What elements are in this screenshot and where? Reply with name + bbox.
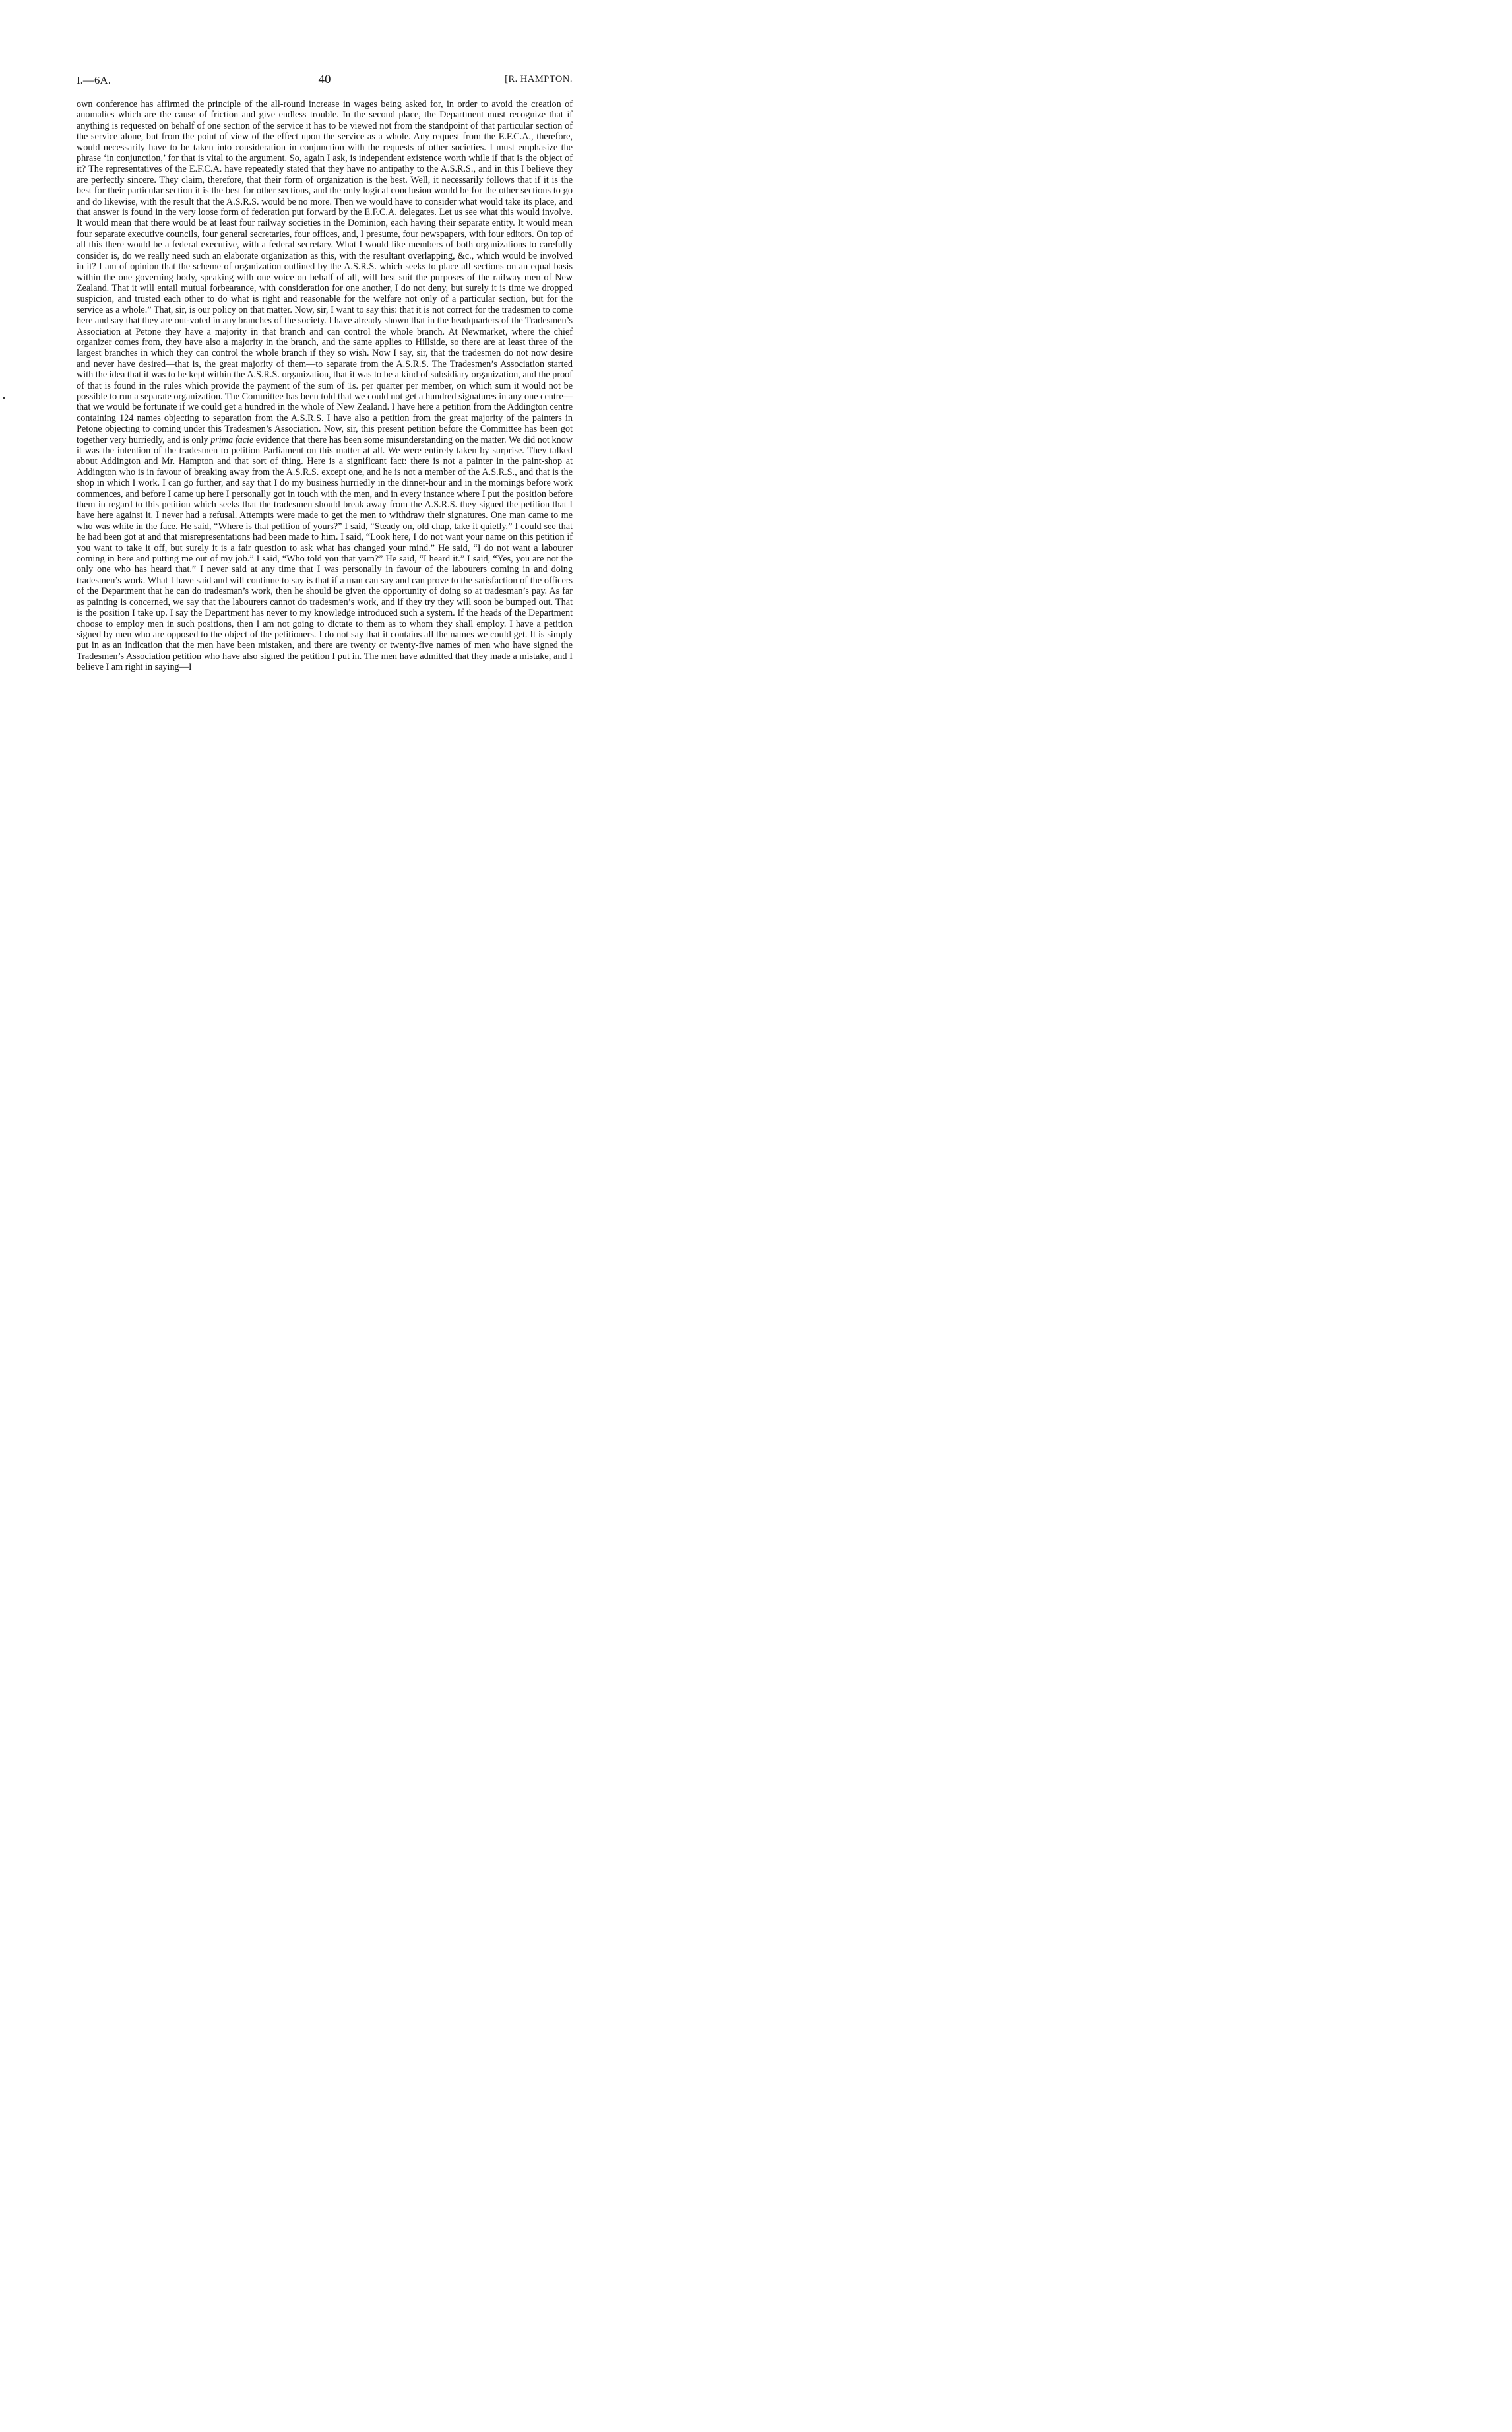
margin-mark: ▪	[3, 393, 6, 402]
italic-phrase: prima facie	[210, 434, 254, 445]
paragraph	[77, 99, 573, 673]
body-text	[77, 99, 573, 673]
page-header	[77, 74, 573, 88]
speaker-name: [R. HAMPTON.	[505, 74, 573, 84]
margin-mark: –	[625, 501, 629, 511]
text-run: own conference has affirmed the principle of the all-round increase in wages being asked for, in order to avoid the creation of anomalies which are the cause of friction and give endless trouble. In the second place, the Department must recognize that if anything is requested on behalf of one section of the service it has to be viewed not from the standpoint of that particular section of the service alone, but from the point of view of the effect upon the service as a whole. Any request from the E.F.C.A., therefore, would necessarily have to be taken into consideration in conjunction with the requests of other societies. I must emphasize the phrase ‘in conjunction,’ for that is vital to the argument. So, again I ask, is independent existence worth while if that is the object of it? The representatives of the E.F.C.A. have repeatedly stated that they have no antipathy to the A.S.R.S., and in this I believe they are perfectly sincere. They claim, therefore, that their form of organization is the best. Well, it necessarily follows that if it is the best for their particular section it is the best for other sections, and the only logical conclusion would be for the other sections to go and do likewise, with the result that the A.S.R.S. would be no more. Then we would have to consider what would take its place, and that answer is found in the very loose form of federation put forward by the E.F.C.A. delegates. Let us see what this would involve. It would mean that there would be at least four railway societies in the Dominion, each having their separate entity. It would mean four separate executive councils, four general secretaries, four offices, and, I presume, four newspapers, with four editors. On top of all this there would be a federal executive, with a federal secretary. What I would like members of both organizations to carefully consider is, do we really need such an elaborate organization as this, with the resultant overlapping, &c., which would be involved in it? I am of opinion that the scheme of organization outlined by the A.S.R.S. which seeks to place all sections on an equal basis within the one governing body, speaking with one voice on behalf of all, will best suit the purposes of the railway men of New Zealand. That it will entail mutual forbearance, with consideration for one another, I do not deny, but surely it is time we dropped suspicion, and trusted each other to do what is right and reasonable for the welfare not only of a particular section, but for the service as a whole.” That, sir, is our policy on that matter. Now, sir, I want to say this: that it is not correct for the tradesmen to come here and say that they are out-voted in any branches of the society. I have already shown that in the headquarters of the Tradesmen’s Association at Petone they have a majority in that branch and can control the whole branch. At Newmarket, where the chief organizer comes from, they have also a majority in the branch, and the same applies to Hillside, so there are at least three of the largest branches in which they can control the whole branch if they so wish. Now I say, sir, that the tradesmen do not now desire and never have desired—that is, the great majority of them—to separate from the A.S.R.S. The Tradesmen’s Association started with the idea that it was to be kept within the A.S.R.S. organization, that it was to be a kind of subsidiary organization, and the proof of that is found in the rules which provide the payment of the sum of 1s. per quarter per member, on which sum it would not be possible to run a separate organization. The Committee has been told that we could not get a hundred signatures in any one centre—that we would be fortunate if we could get a hundred in the whole of New Zealand. I have here a petition from the Addington centre containing 124 names objecting to separation from the A.S.R.S. I have also a petition from the great majority of the painters in Petone objecting to coming under this Tradesmen’s Association. Now, sir, this present petition before the Committee has been got together very hurriedly, and is only	[77, 99, 573, 445]
document-page	[0, 0, 644, 1035]
paper-reference: I.—6A.	[77, 74, 111, 86]
text-run: evidence that there has been some misunderstanding on the matter. We did not know it was the intention of the tradesmen to petition Parliament on this matter at all. We were entirely taken by surprise. They talked about Addington and Mr. Hampton and that sort of thing. Here is a significant fact: there is not a painter in the paint-shop at Addington who is in favour of breaking away from the A.S.R.S. except one, and he is not a member of the A.S.R.S., and that is the shop in which I work. I can go further, and say that I do my business hurriedly in the dinner-hour and in the mornings before work commences, and before I came up here I personally got in touch with the men, and in every instance where I put the position before them in regard to this petition which seeks that the tradesmen should break away from the A.S.R.S. they signed the petition that I have here against it. I never had a refusal. Attempts were made to get the men to withdraw their signatures. One man came to me who was white in the face. He said, “Where is that petition of yours?” I said, “Steady on, old chap, take it quietly.” I could see that he had been got at and that misrepresentations had been made to him. I said, “Look here, I do not want your name on this petition if you want to take it off, but surely it is a fair question to ask what has changed your mind.” He said, “I do not want a labourer coming in here and putting me out of my job.” I said, “Who told you that yarn?” He said, “I heard it.” I said, “Yes, you are not the only one who has heard that.” I never said at any time that I was personally in favour of the labourers coming in and doing tradesmen’s work. What I have said and will continue to say is that if a man can say and can prove to the satisfaction of the officers of the Department that he can do tradesman’s work, then he should be given the opportunity of doing so at tradesman’s pay. As far as painting is concerned, we say that the labourers cannot do tradesmen’s work, and if they try they will soon be bumped out. That is the position I take up. I say the Department has never to my knowledge introduced such a system. If the heads of the Department choose to employ men in such positions, then I am not going to dictate to them as to whom they shall employ. I have a petition signed by men who are opposed to the object of the petitioners. I do not say that it contains all the names we could get. It is simply put in as an indication that the men have been mistaken, and there are twenty or twenty-five names of men who have signed the Tradesmen’s Association petition who have also signed the petition I put in. The men have admitted that they made a mistake, and I believe I am right in saying—I	[77, 434, 573, 673]
page-number: 40	[318, 73, 331, 86]
